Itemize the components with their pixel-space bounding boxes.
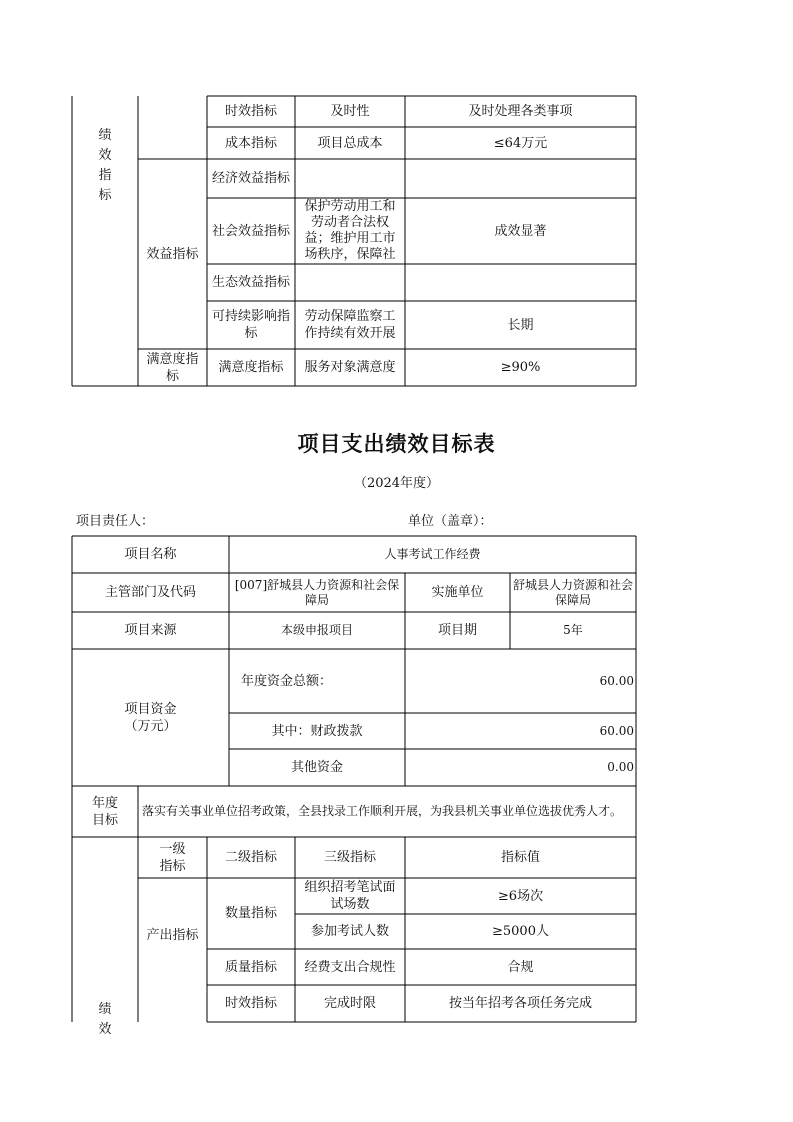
annual-goal-label: 年度 目标 <box>91 795 118 828</box>
quality-level3: 经费支出合规性 <box>304 959 396 975</box>
fiscal-allocation-value: 60.00 <box>599 723 634 738</box>
top-sustainable-level3: 劳动保障监察工 作持续有效开展 <box>304 309 396 341</box>
quantity-a-value: ≥6场次 <box>497 888 544 904</box>
quantity-level2: 数量指标 <box>224 906 277 921</box>
top-economic-level2: 经济效益指标 <box>211 171 290 186</box>
period-value: 5年 <box>563 623 583 637</box>
other-funds-value: 0.00 <box>607 760 634 774</box>
top-satisfaction-level1: 满意度指 标 <box>146 351 199 384</box>
unit-seal-label: 单位（盖章）： <box>408 514 493 529</box>
top-timeliness-value: 及时处理各类事项 <box>468 104 573 119</box>
top-ecological-value <box>405 264 636 301</box>
source-value: 本级申报项目 <box>280 623 353 637</box>
page-title: 项目支出绩效目标表 <box>297 431 496 456</box>
indicator-left-label: 绩 效 <box>98 1002 112 1037</box>
timeliness-value: 按当年招考各项任务完成 <box>448 996 592 1011</box>
top-sustainable-value: 长期 <box>507 317 534 333</box>
header-level1: 一级 指标 <box>159 841 186 874</box>
source-label: 项目来源 <box>124 623 177 638</box>
timeliness-level2: 时效指标 <box>224 996 277 1011</box>
top-economic-level3 <box>295 159 405 198</box>
quantity-b-value: ≥5000人 <box>492 924 549 939</box>
top-ecological-level3 <box>295 264 405 301</box>
responsible-person-label: 项目责任人： <box>76 514 155 529</box>
impl-unit-value: 舒城县人力资源和社会 保障局 <box>512 577 633 607</box>
top-social-level2: 社会效益指标 <box>211 223 290 239</box>
quantity-b-level3: 参加考试人数 <box>310 924 389 939</box>
total-funds-label: 年度资金总额： <box>241 673 333 689</box>
impl-unit-label: 实施单位 <box>431 585 484 600</box>
top-economic-value <box>405 159 636 198</box>
funds-label: 项目资金 （万元） <box>124 701 177 734</box>
output-level1: 产出指标 <box>146 927 199 943</box>
fiscal-allocation-label: 其中：财政拨款 <box>271 723 363 739</box>
header-level3: 三级指标 <box>323 850 376 865</box>
timeliness-level3: 完成时限 <box>323 996 376 1011</box>
header-value: 指标值 <box>500 850 540 865</box>
quality-level2: 质量指标 <box>224 959 277 975</box>
top-timeliness-level2: 时效指标 <box>224 104 277 119</box>
top-benefit-level1: 效益指标 <box>146 246 199 262</box>
top-cost-level3: 项目总成本 <box>317 135 383 151</box>
period-label: 项目期 <box>437 623 477 638</box>
quantity-a-level3: 组织招考笔试面 试场数 <box>304 880 396 912</box>
annual-goal-value: 落实有关事业单位招考政策，全县找录工作顺利开展，为我县机关事业单位选拔优秀人才。 <box>142 804 623 818</box>
top-timeliness-level3: 及时性 <box>330 104 370 119</box>
top-cost-value: ≤64万元 <box>493 135 548 151</box>
dept-label: 主管部门及代码 <box>104 585 196 600</box>
quality-value: 合规 <box>507 959 534 975</box>
top-satisfaction-level2: 满意度指标 <box>218 360 284 375</box>
project-name-value: 人事考试工作经费 <box>384 547 481 561</box>
top-sustainable-level2: 可持续影响指 标 <box>211 309 290 341</box>
other-funds-label: 其他资金 <box>290 760 343 775</box>
top-satisfaction-level3: 服务对象满意度 <box>304 360 396 375</box>
total-funds-value: 60.00 <box>599 673 634 688</box>
top-left-category-label: 绩 效 指 标 <box>98 128 112 203</box>
dept-value: [007]舒城县人力资源和社会保 障局 <box>234 577 400 607</box>
top-social-value: 成效显著 <box>494 223 547 239</box>
header-level2: 二级指标 <box>224 850 277 865</box>
top-ecological-level2: 生态效益指标 <box>211 275 290 290</box>
top-social-level3: 保护劳动用工和 劳动者合法权 益；维护用工市 场秩序，保障社 <box>304 199 396 262</box>
top-satisfaction-value: ≥90% <box>500 360 541 375</box>
fiscal-year: （2024年度） <box>353 476 440 491</box>
top-cost-level2: 成本指标 <box>224 135 277 151</box>
project-name-label: 项目名称 <box>124 547 177 562</box>
